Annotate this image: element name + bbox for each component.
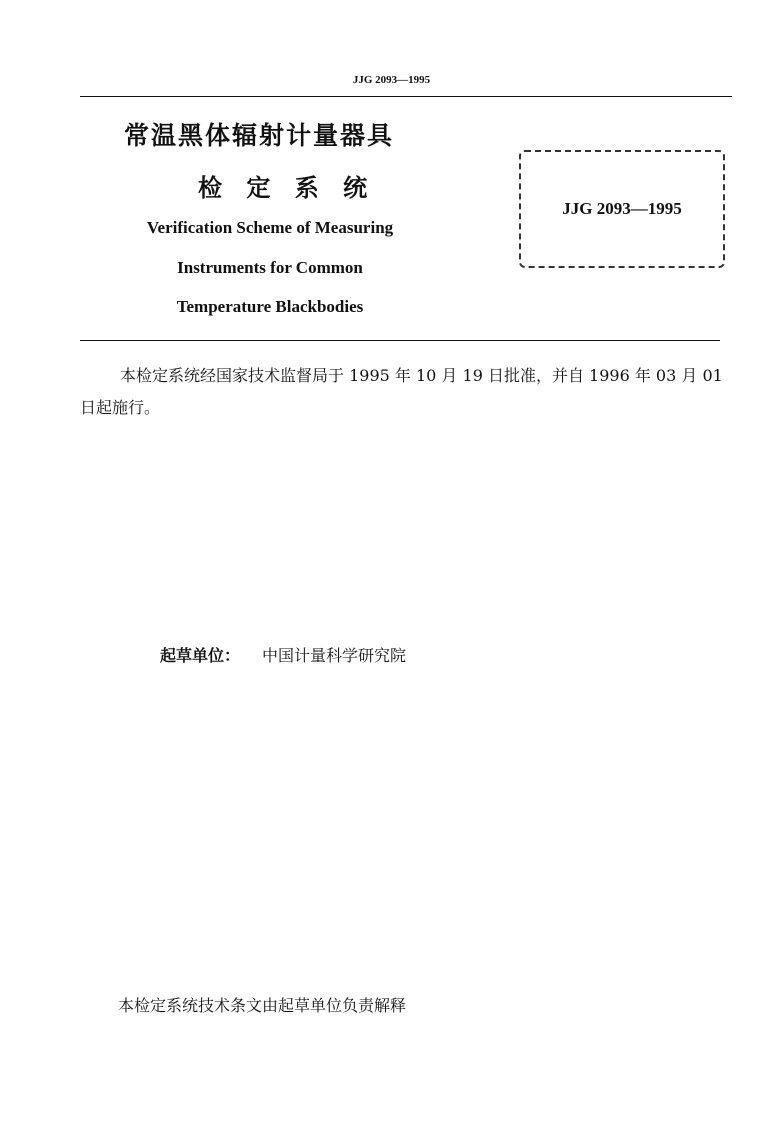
title-english-line2: Instruments for Common — [177, 258, 363, 277]
title-chinese-line2: 检 定 系 统 — [198, 174, 376, 202]
drafting-unit-label: 起草单位： — [160, 646, 241, 665]
approval-paragraph: 本检定系统经国家技术监督局于 1995 年 10 月 19 日批准，并自 1996 年 03 月 01 日起施行。 — [80, 366, 723, 417]
title-english-line1: Verification Scheme of Measuring — [146, 218, 394, 237]
standard-code-box — [519, 150, 725, 268]
interpretation-note: 本检定系统技术条文由起草单位负责解释 — [118, 996, 407, 1015]
standard-code-box-text: JJG 2093—1995 — [562, 199, 682, 218]
title-rule — [80, 340, 720, 341]
drafting-unit-organization: 中国计量科学研究院 — [262, 646, 407, 665]
drafting-unit — [160, 643, 406, 666]
title-english-line3: Temperature Blackbodies — [176, 297, 364, 316]
header-rule — [80, 96, 732, 97]
title-chinese-line1: 常温黑体辐射计量器具 — [124, 121, 395, 150]
header-standard-code: JJG 2093—1995 — [352, 74, 431, 86]
